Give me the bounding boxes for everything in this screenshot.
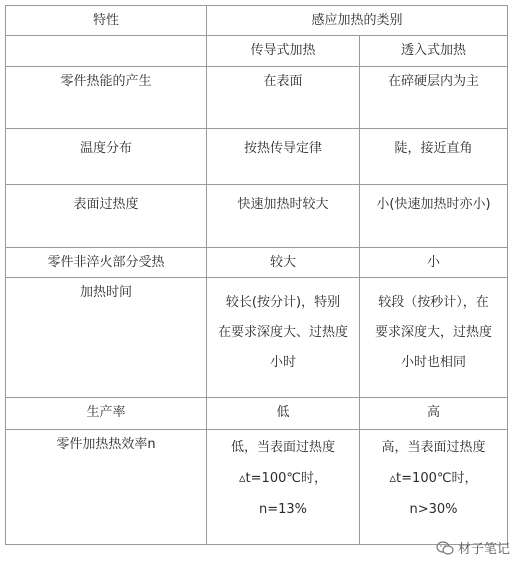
row-label: 加热时间: [6, 278, 207, 398]
cell-line: 较长(按分计)，特别: [225, 295, 341, 310]
cell-line: 在要求深度大、过热度: [217, 325, 348, 340]
table-row: [6, 185, 508, 248]
row-penetration: 小: [360, 248, 508, 278]
row-penetration: 小(快速加热时亦小): [360, 185, 508, 248]
row-label: 表面过热度: [6, 185, 207, 248]
header-category: 感应加热的类别: [207, 6, 508, 36]
row-label: 温度分布: [6, 129, 207, 185]
row-label: 零件热能的产生: [6, 67, 207, 129]
row-conduction: 较大: [207, 248, 360, 278]
row-conduction: [207, 278, 360, 398]
row-conduction: 按热传导定律: [207, 129, 360, 185]
row-conduction: 低: [207, 398, 360, 430]
watermark: [436, 538, 510, 557]
cell-line: n=13%: [258, 502, 308, 517]
cell-line: 小时: [269, 355, 296, 370]
row-conduction: 快速加热时较大: [207, 185, 360, 248]
table-row: [6, 430, 508, 545]
table-row: [6, 248, 508, 278]
watermark-text: 材子笔记: [457, 542, 510, 557]
row-conduction: [207, 430, 360, 545]
comparison-table: [5, 5, 508, 545]
cell-line: 低，当表面过热度: [230, 440, 335, 455]
table-row: [6, 278, 508, 398]
subheader-penetration: 透入式加热: [360, 36, 508, 67]
table-row: [6, 67, 508, 129]
subheader-empty: [6, 36, 207, 67]
header-property: 特性: [6, 6, 207, 36]
table-header-row: [6, 6, 508, 36]
row-penetration: [360, 278, 508, 398]
cell-line: 小时也相同: [401, 355, 467, 370]
row-penetration: [360, 430, 508, 545]
row-penetration: 高: [360, 398, 508, 430]
cell-line: 要求深度大，过热度: [375, 325, 493, 340]
subheader-conduction: 传导式加热: [207, 36, 360, 67]
cell-line: n>30%: [409, 502, 458, 517]
cell-line: 较段（按秒计），在: [378, 295, 489, 310]
table-subheader-row: [6, 36, 508, 67]
row-penetration: 在碎硬层内为主: [360, 67, 508, 129]
cell-line: 高，当表面过热度: [381, 440, 486, 455]
row-label: 零件非淬火部分受热: [6, 248, 207, 278]
cell-line: ▵t=100℃时，: [389, 471, 478, 486]
row-penetration: 陡，接近直角: [360, 129, 508, 185]
cell-line: ▵t=100℃时，: [239, 471, 327, 486]
row-label: 生产率: [6, 398, 207, 430]
table-row: [6, 398, 508, 430]
table-row: [6, 129, 508, 185]
row-conduction: 在表面: [207, 67, 360, 129]
row-label: 零件加热热效率n: [6, 430, 207, 545]
wechat-icon: [436, 541, 454, 555]
